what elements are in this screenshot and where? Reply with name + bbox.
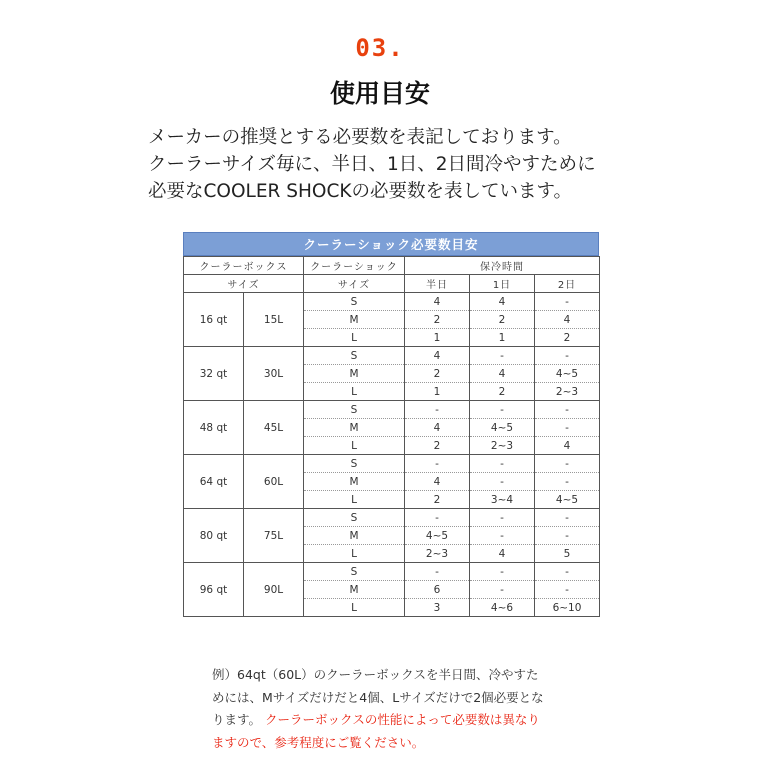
two-days-cell: - <box>535 527 600 545</box>
cooler-qt-cell: 32 qt <box>184 347 244 401</box>
two-days-cell: - <box>535 473 600 491</box>
table-row <box>184 401 600 419</box>
usage-table <box>183 232 599 617</box>
shock-size-cell: L <box>304 545 405 563</box>
one-day-cell: 1 <box>470 329 535 347</box>
one-day-cell: 4 <box>470 293 535 311</box>
shock-size-cell: L <box>304 437 405 455</box>
intro-text <box>148 124 668 205</box>
cooler-liters-cell: 75L <box>244 509 304 563</box>
one-day-cell: 4~5 <box>470 419 535 437</box>
half-day-cell: - <box>405 401 470 419</box>
usage-table-grid <box>183 256 600 617</box>
shock-size-cell: L <box>304 329 405 347</box>
two-days-cell: 6~10 <box>535 599 600 617</box>
shock-size-cell: M <box>304 419 405 437</box>
one-day-cell: 4 <box>470 545 535 563</box>
shock-size-cell: S <box>304 563 405 581</box>
shock-size-cell: S <box>304 293 405 311</box>
shock-size-cell: M <box>304 581 405 599</box>
note-warning: クーラーボックスの性能によって必要数は異なり <box>265 712 540 727</box>
half-day-cell: 2~3 <box>405 545 470 563</box>
section-title: 使用目安 <box>329 79 430 108</box>
half-day-cell: - <box>405 563 470 581</box>
shock-size-cell: L <box>304 491 405 509</box>
cooler-qt-cell: 48 qt <box>184 401 244 455</box>
half-day-cell: 4 <box>405 347 470 365</box>
two-days-cell: 4~5 <box>535 491 600 509</box>
two-days-cell: - <box>535 563 600 581</box>
header-cooler-box: クーラーボックス <box>184 257 304 275</box>
section-number: 03. <box>355 34 405 62</box>
half-day-cell: 4 <box>405 473 470 491</box>
two-days-cell: 4~5 <box>535 365 600 383</box>
half-day-cell: 2 <box>405 437 470 455</box>
one-day-cell: 2 <box>470 383 535 401</box>
cooler-liters-cell: 60L <box>244 455 304 509</box>
intro-line: クーラーサイズ毎に、半日、1日、2日間冷やすために <box>148 154 596 175</box>
shock-size-cell: L <box>304 599 405 617</box>
one-day-cell: - <box>470 509 535 527</box>
shock-size-cell: M <box>304 527 405 545</box>
shock-size-cell: S <box>304 509 405 527</box>
one-day-cell: - <box>470 527 535 545</box>
shock-size-cell: S <box>304 347 405 365</box>
cooler-liters-cell: 30L <box>244 347 304 401</box>
cooler-liters-cell: 45L <box>244 401 304 455</box>
one-day-cell: 2 <box>470 311 535 329</box>
one-day-cell: - <box>470 581 535 599</box>
half-day-cell: 2 <box>405 491 470 509</box>
one-day-cell: - <box>470 473 535 491</box>
half-day-cell: - <box>405 455 470 473</box>
table-row <box>184 347 600 365</box>
table-row <box>184 509 600 527</box>
one-day-cell: 3~4 <box>470 491 535 509</box>
two-days-cell: - <box>535 347 600 365</box>
two-days-cell: - <box>535 509 600 527</box>
shock-size-cell: S <box>304 455 405 473</box>
two-days-cell: 4 <box>535 437 600 455</box>
one-day-cell: - <box>470 347 535 365</box>
header-cooler-shock: クーラーショック <box>304 257 405 275</box>
table-row <box>184 293 600 311</box>
table-title: クーラーショック必要数目安 <box>183 232 599 256</box>
half-day-cell: 2 <box>405 311 470 329</box>
cooler-qt-cell: 96 qt <box>184 563 244 617</box>
two-days-cell: 4 <box>535 311 600 329</box>
header-cooler-shock-size: サイズ <box>304 275 405 293</box>
two-days-cell: - <box>535 419 600 437</box>
half-day-cell: 1 <box>405 383 470 401</box>
header-one-day: 1日 <box>470 275 535 293</box>
cooler-qt-cell: 64 qt <box>184 455 244 509</box>
cooler-liters-cell: 15L <box>244 293 304 347</box>
half-day-cell: 4 <box>405 419 470 437</box>
half-day-cell: 3 <box>405 599 470 617</box>
shock-size-cell: S <box>304 401 405 419</box>
two-days-cell: - <box>535 455 600 473</box>
note-line: めには、Mサイズだけだと4個、Lサイズだけで2個必要とな <box>212 689 544 705</box>
half-day-cell: 2 <box>405 365 470 383</box>
table-row <box>184 563 600 581</box>
half-day-cell: 4 <box>405 293 470 311</box>
one-day-cell: 4~6 <box>470 599 535 617</box>
note-line <box>212 709 582 732</box>
header-two-days: 2日 <box>535 275 600 293</box>
two-days-cell: - <box>535 293 600 311</box>
cooler-qt-cell: 80 qt <box>184 509 244 563</box>
two-days-cell: 2 <box>535 329 600 347</box>
cooler-liters-cell: 90L <box>244 563 304 617</box>
one-day-cell: 4 <box>470 365 535 383</box>
header-duration: 保冷時間 <box>405 257 600 275</box>
shock-size-cell: M <box>304 365 405 383</box>
half-day-cell: - <box>405 509 470 527</box>
intro-line: メーカーの推奨とする必要数を表記しております。 <box>148 127 572 148</box>
cooler-qt-cell: 16 qt <box>184 293 244 347</box>
note-line: 例）64qt（60L）のクーラーボックスを半日間、冷やすた <box>212 667 539 682</box>
intro-line: 必要なCOOLER SHOCKの必要数を表しています。 <box>148 181 573 202</box>
note-warning: ますので、参考程度にご覧ください。 <box>212 734 425 750</box>
two-days-cell: - <box>535 401 600 419</box>
two-days-cell: 2~3 <box>535 383 600 401</box>
table-body <box>184 293 600 617</box>
two-days-cell: 5 <box>535 545 600 563</box>
one-day-cell: - <box>470 401 535 419</box>
shock-size-cell: L <box>304 383 405 401</box>
header-half-day: 半日 <box>405 275 470 293</box>
note-text: ります。 <box>212 712 262 727</box>
half-day-cell: 4~5 <box>405 527 470 545</box>
two-days-cell: - <box>535 581 600 599</box>
one-day-cell: 2~3 <box>470 437 535 455</box>
example-note <box>212 664 582 754</box>
half-day-cell: 1 <box>405 329 470 347</box>
table-row <box>184 455 600 473</box>
header-row <box>184 257 600 275</box>
one-day-cell: - <box>470 563 535 581</box>
shock-size-cell: M <box>304 473 405 491</box>
half-day-cell: 6 <box>405 581 470 599</box>
one-day-cell: - <box>470 455 535 473</box>
header-cooler-box-size: サイズ <box>184 275 304 293</box>
shock-size-cell: M <box>304 311 405 329</box>
header-row <box>184 275 600 293</box>
